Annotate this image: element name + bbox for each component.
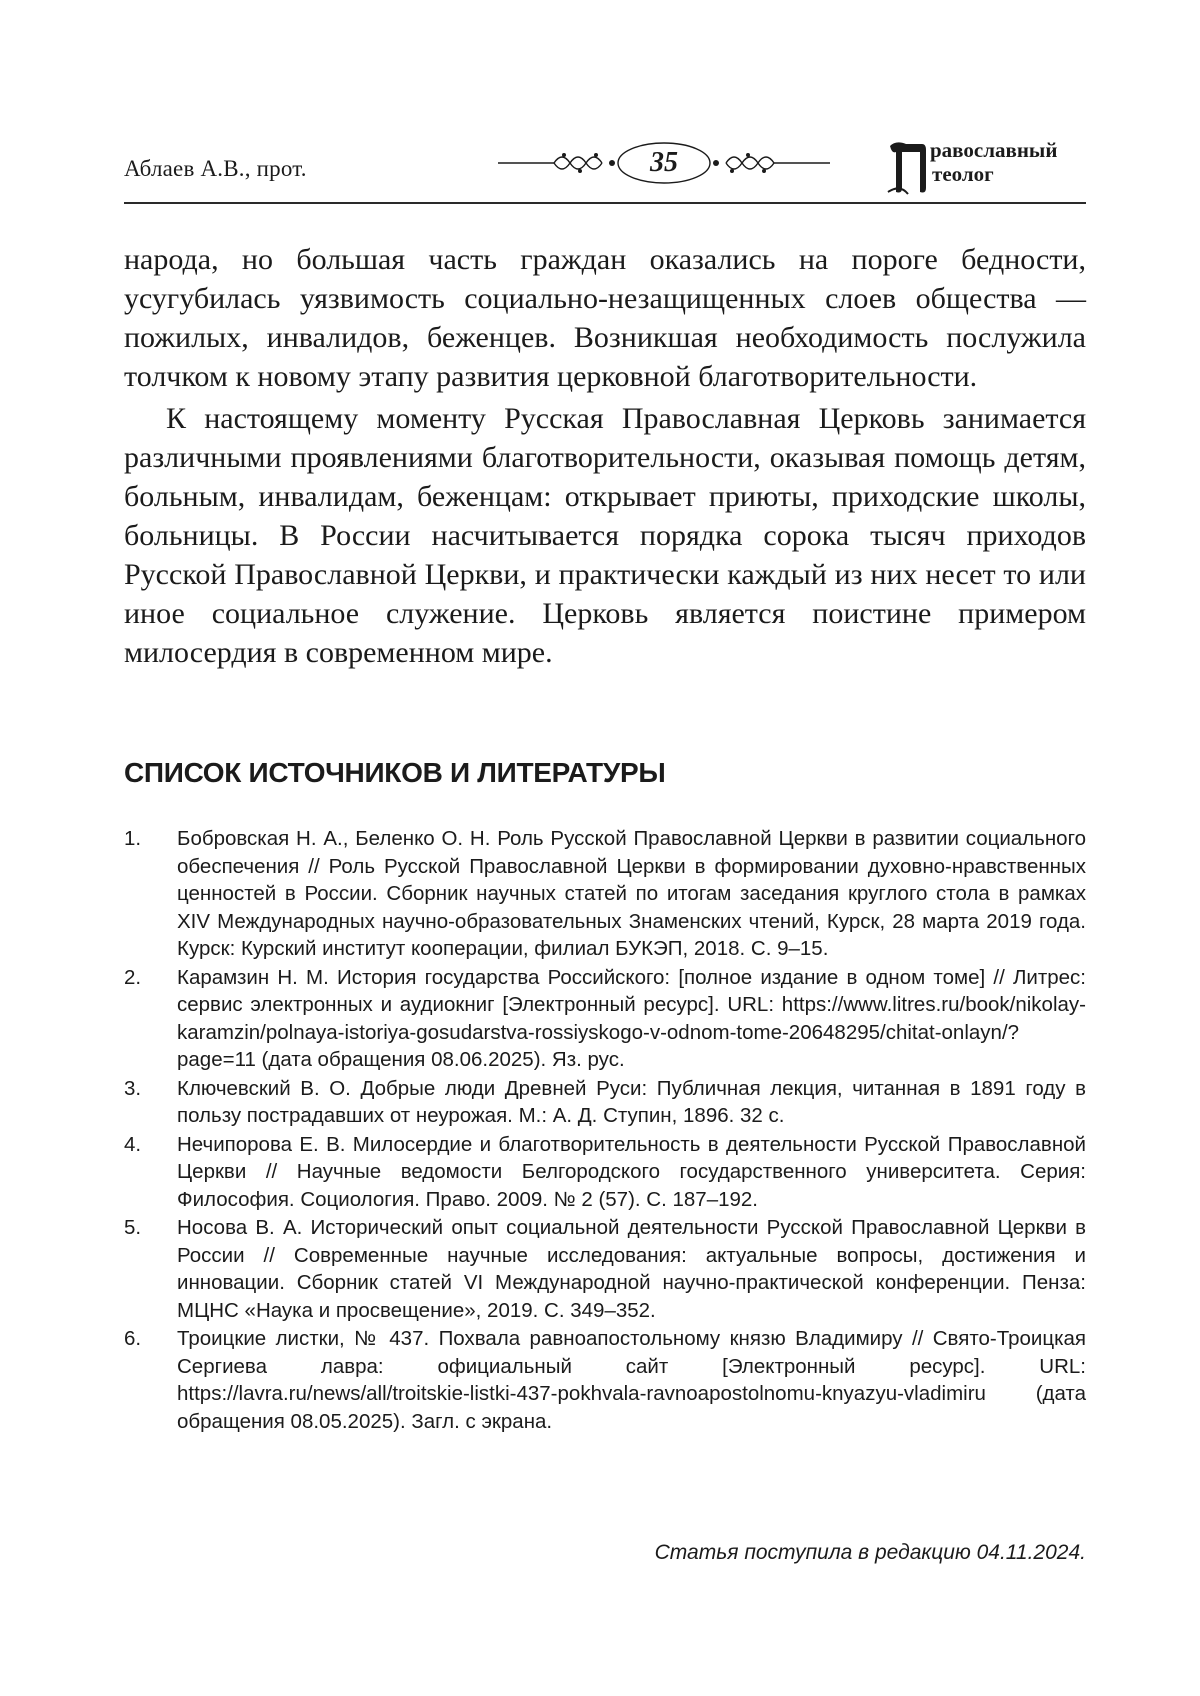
received-date-note: Статья поступила в редакцию 04.11.2024. (654, 1541, 1086, 1564)
reference-text: Ключевский В. О. Добрые люди Древней Руси: Публичная лекция, читанная в 1891 году в пользу пострадавших от неурожая. М.: А. Д. Ступин, 1896. 32 с. (177, 1076, 1086, 1127)
reference-item (124, 1214, 1086, 1324)
reference-number: 3. (124, 1076, 142, 1100)
reference-number: 1. (124, 827, 142, 850)
journal-logo (886, 138, 1086, 198)
reference-text: Бобровская Н. А., Беленко О. Н. Роль Русской Православной Церкви в развитии социального обеспечения // Роль Русской Православной Церкви в формировании духовно-нравственных ценностей в России. Сборник научных статей по итогам заседания круглого стола в рамках XIV Международных научно-образовательных Знаменских чтений, Курск, 28 марта 2019 года. Курск: Курский институт кооперации, филиал БУКЭП, 2018. С. 9–15. (177, 827, 1086, 960)
letter-p-logo-icon (886, 138, 930, 196)
reference-item (124, 964, 1086, 1074)
journal-name (930, 138, 1057, 186)
reference-text: Карамзин Н. М. История государства Российского: [полное издание в одном томе] // Литрес: сервис электронных и аудиокниг [Электронный ресурс]. URL: https://www.litres.ru/book/nikolay-karamzin/polnaya-istoriya-gosudarstva-rossiyskogo-v-odnom-tome-20648295/chitat-onlayn/?page=11 (дата обращения 08.06.2025). Яз. рус. (177, 965, 1086, 1071)
journal-name-line2: теолог (932, 162, 994, 186)
references-heading: СПИСОК ИСТОЧНИКОВ И ЛИТЕРАТУРЫ (124, 757, 666, 788)
references-list (124, 825, 1086, 1436)
page-number-ornament (494, 140, 834, 186)
journal-name-line1: равославный (930, 138, 1058, 162)
body-paragraph-2: К настоящему моменту Русская Православная Церковь занимается различными проявлениями благотворительности, оказывая помощь детям, больным, инвалидам, беженцам: открывает приюты, приходские школы, больницы. В России насчитывается порядка сорока тысяч приходов Русской Православной Церкви, и практически каждый из них несет то или иное социальное служение. Церковь является поистине примером милосердия в современном мире. (124, 402, 1086, 669)
reference-number: 5. (124, 1216, 142, 1239)
reference-item (124, 1325, 1086, 1435)
reference-item (124, 1075, 1086, 1130)
article-body (124, 240, 1086, 672)
reference-number: 2. (124, 965, 142, 989)
page-number: 35 (650, 147, 678, 178)
reference-item (124, 825, 1086, 963)
body-paragraph-1: народа, но большая часть граждан оказались на пороге бедности, усугубилась уязвимость социально-незащищенных слоев общества — пожилых, инвалидов, беженцев. Возникшая необходимость послужила толчком к новому этапу развития церковной благотворительности. (124, 243, 1086, 393)
running-header (124, 140, 1086, 206)
header-author: Аблаев А.В., прот. (124, 156, 307, 181)
reference-text: Троицкие листки, № 437. Похвала равноапостольному князю Владимиру // Свято-Троицкая Сергиева лавра: официальный сайт [Электронный ресурс]. URL: https://lavra.ru/news/all/troitskie-listki-437-pokhvala-ravnoapostolnomu-knyazyu-vladimiru (дата обращения 08.05.2025). Загл. с экрана. (177, 1327, 1086, 1433)
reference-text: Нечипорова Е. В. Милосердие и благотворительность в деятельности Русской Православной Церкви // Научные ведомости Белгородского государственного университета. Серия: Философия. Социология. Право. 2009. № 2 (57). С. 187–192. (177, 1132, 1086, 1211)
reference-item (124, 1131, 1086, 1214)
reference-text: Носова В. А. Исторический опыт социальной деятельности Русской Православной Церкви в России // Современные научные исследования: актуальные вопросы, достижения и инновации. Сборник статей VI Международной научно-практической конференции. Пенза: МЦНС «Наука и просвещение», 2019. С. 349–352. (177, 1216, 1086, 1322)
header-divider (124, 202, 1086, 204)
reference-number: 6. (124, 1327, 142, 1350)
reference-number: 4. (124, 1132, 142, 1156)
